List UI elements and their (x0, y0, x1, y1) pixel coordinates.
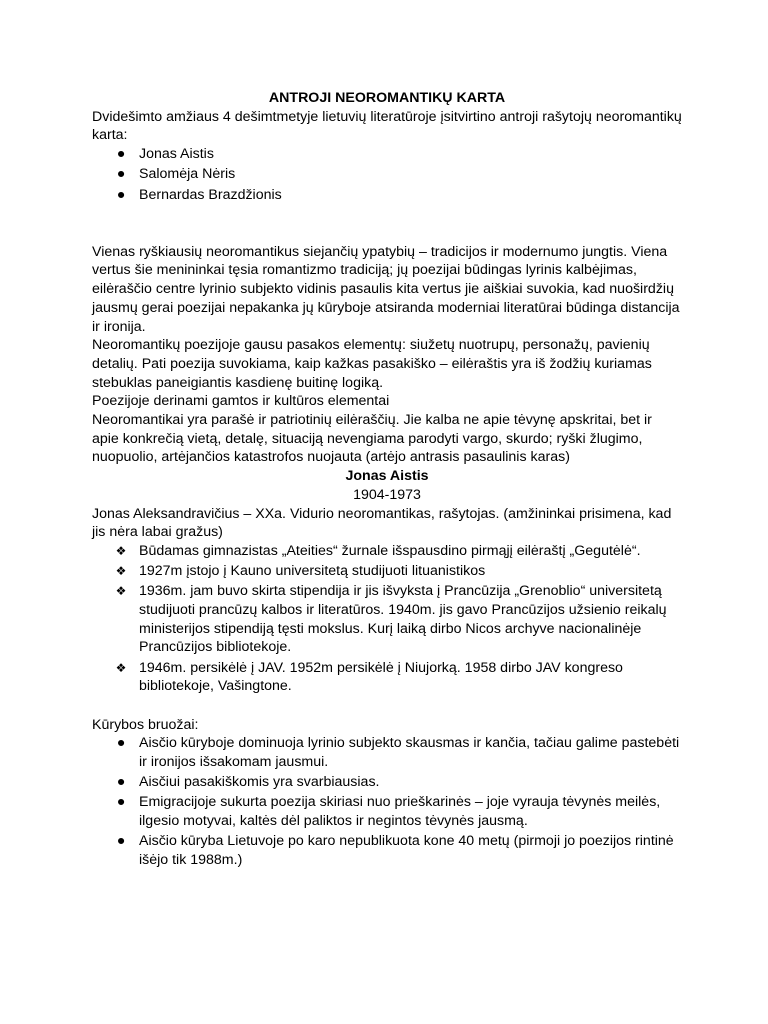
list-item: ❖ 1927m įstojo į Kauno universitetą studijuoti lituanistikos (115, 563, 486, 580)
four-diamond-icon: ❖ (115, 584, 127, 599)
intro-text: Dvidešimto amžiaus 4 dešimtmetyje lietuvių literatūroje įsitvirtino antroji rašytojų neoromantikų karta: (92, 108, 682, 144)
paragraph: Vienas ryškiausių neoromantikus siejančių ypatybių – tradicijos ir modernumo jungtis. Viena vertus šie menininkai tęsia romantizmo tradiciją; jų poezijai būdingas lyrinis kalbėjimas, eilėraščio centre lyrinio subjekto vidinis pasaulis kita vertus jie aiškiai suvokia, kad nuoširdžių jausmų gerai poezijai nepakanka jų kūryboje atsiranda moderniai literatūrai būdinga distancija ir ironija. (92, 243, 680, 335)
bullet-dot-icon: ● (116, 186, 126, 203)
bullet-dot-icon: ● (116, 735, 126, 752)
list-item: ❖ 1946m. persikėlė į JAV. 1952m persikėlė į Niujorką. 1958 dirbo JAV kongreso bibliotekoje, Vašingtone. (115, 659, 623, 695)
list-item: ❖ 1936m. jam buvo skirta stipendija ir jis išvyksta į Prancūzija „Grenoblio“ universitetą studijuoti prancūzų kalbos ir literatūros. 1940m. jis gavo Prancūzijos užsienio reikalų ministerijos stipendiją tęsti mokslus. Kurį laiką dirbo Nicos archyve nacionalinėje Prancūzijos bibliotekoje. (115, 583, 667, 656)
facts-list (92, 542, 682, 696)
bullet-dot-icon: ● (116, 833, 126, 850)
list-item: ● Aisčio kūryba Lietuvoje po karo nepublikuota kone 40 metų (pirmoji jo poezijos rintinė išėjo tik 1988m.) (92, 832, 682, 869)
list-item: ● Jonas Aistis (92, 145, 682, 164)
bullet-dot-icon: ● (116, 774, 126, 791)
document-body (92, 89, 682, 871)
features-heading: Kūrybos bruožai: (92, 716, 199, 733)
list-item: ● Salomėja Nėris (92, 165, 682, 184)
bio-text: Jonas Aleksandravičius – XXa. Vidurio neoromantikas, rašytojas. (amžininkai prisimena, kad jis nėra labai gražus) (92, 505, 672, 541)
four-diamond-icon: ❖ (115, 543, 127, 558)
features-list (92, 734, 682, 869)
spacer (92, 206, 682, 243)
bullet-dot-icon: ● (116, 146, 126, 163)
paragraph: Neoromantikų poezijoje gausu pasakos elementų: siužetų nuotrupų, personažų, pavienių detalių. Pati poezija suvokiama, kaip kažkas pasakiško – eilėraštis yra iš žodžių kuriamas stebuklas paneigiantis kasdienę buitinę logiką. (92, 337, 652, 391)
section-heading: Jonas Aistis (345, 468, 429, 485)
list-item: ● Emigracijoje sukurta poezija skiriasi nuo prieškarinės – joje vyrauja tėvynės meilės, ilgesio motyvai, kaltės dėl paliktos ir negintos tėvynės jausmą. (92, 793, 682, 830)
list-item: ❖ Būdamas gimnazistas „Ateities“ žurnale išspausdino pirmąjį eilėraštį „Gegutėlė“. (115, 542, 641, 559)
four-diamond-icon: ❖ (115, 564, 127, 579)
paragraph: Neoromantikai yra parašė ir patriotinių eilėraščių. Jie kalba ne apie tėvynę apskritai, bet ir apie konkrečią vietą, detalę, situaciją nevengiama parodyti vargo, skurdo; ryški žlugimo, nuopuolio, artėjančios katastrofos nuojauta (artėjo antrasis pasaulinis karas) (92, 412, 652, 466)
list-item: ● Aisčio kūryboje dominuoja lyrinio subjekto skausmas ir kančia, tačiau galime pastebėti ir ironijos išsakomam jausmui. (92, 734, 682, 771)
bullet-dot-icon: ● (116, 794, 126, 811)
life-years: 1904-1973 (353, 486, 421, 503)
list-item: ● Bernardas Brazdžionis (92, 186, 682, 205)
four-diamond-icon: ❖ (115, 660, 127, 675)
authors-list (92, 145, 682, 204)
list-item: ● Aisčiui pasakiškomis yra svarbiausias. (92, 773, 682, 792)
page-title: ANTROJI NEOROMANTIKŲ KARTA (268, 90, 506, 106)
spacer (92, 698, 682, 716)
paragraph: Poezijoje derinami gamtos ir kultūros elementai (92, 393, 390, 410)
bullet-dot-icon: ● (116, 166, 126, 183)
